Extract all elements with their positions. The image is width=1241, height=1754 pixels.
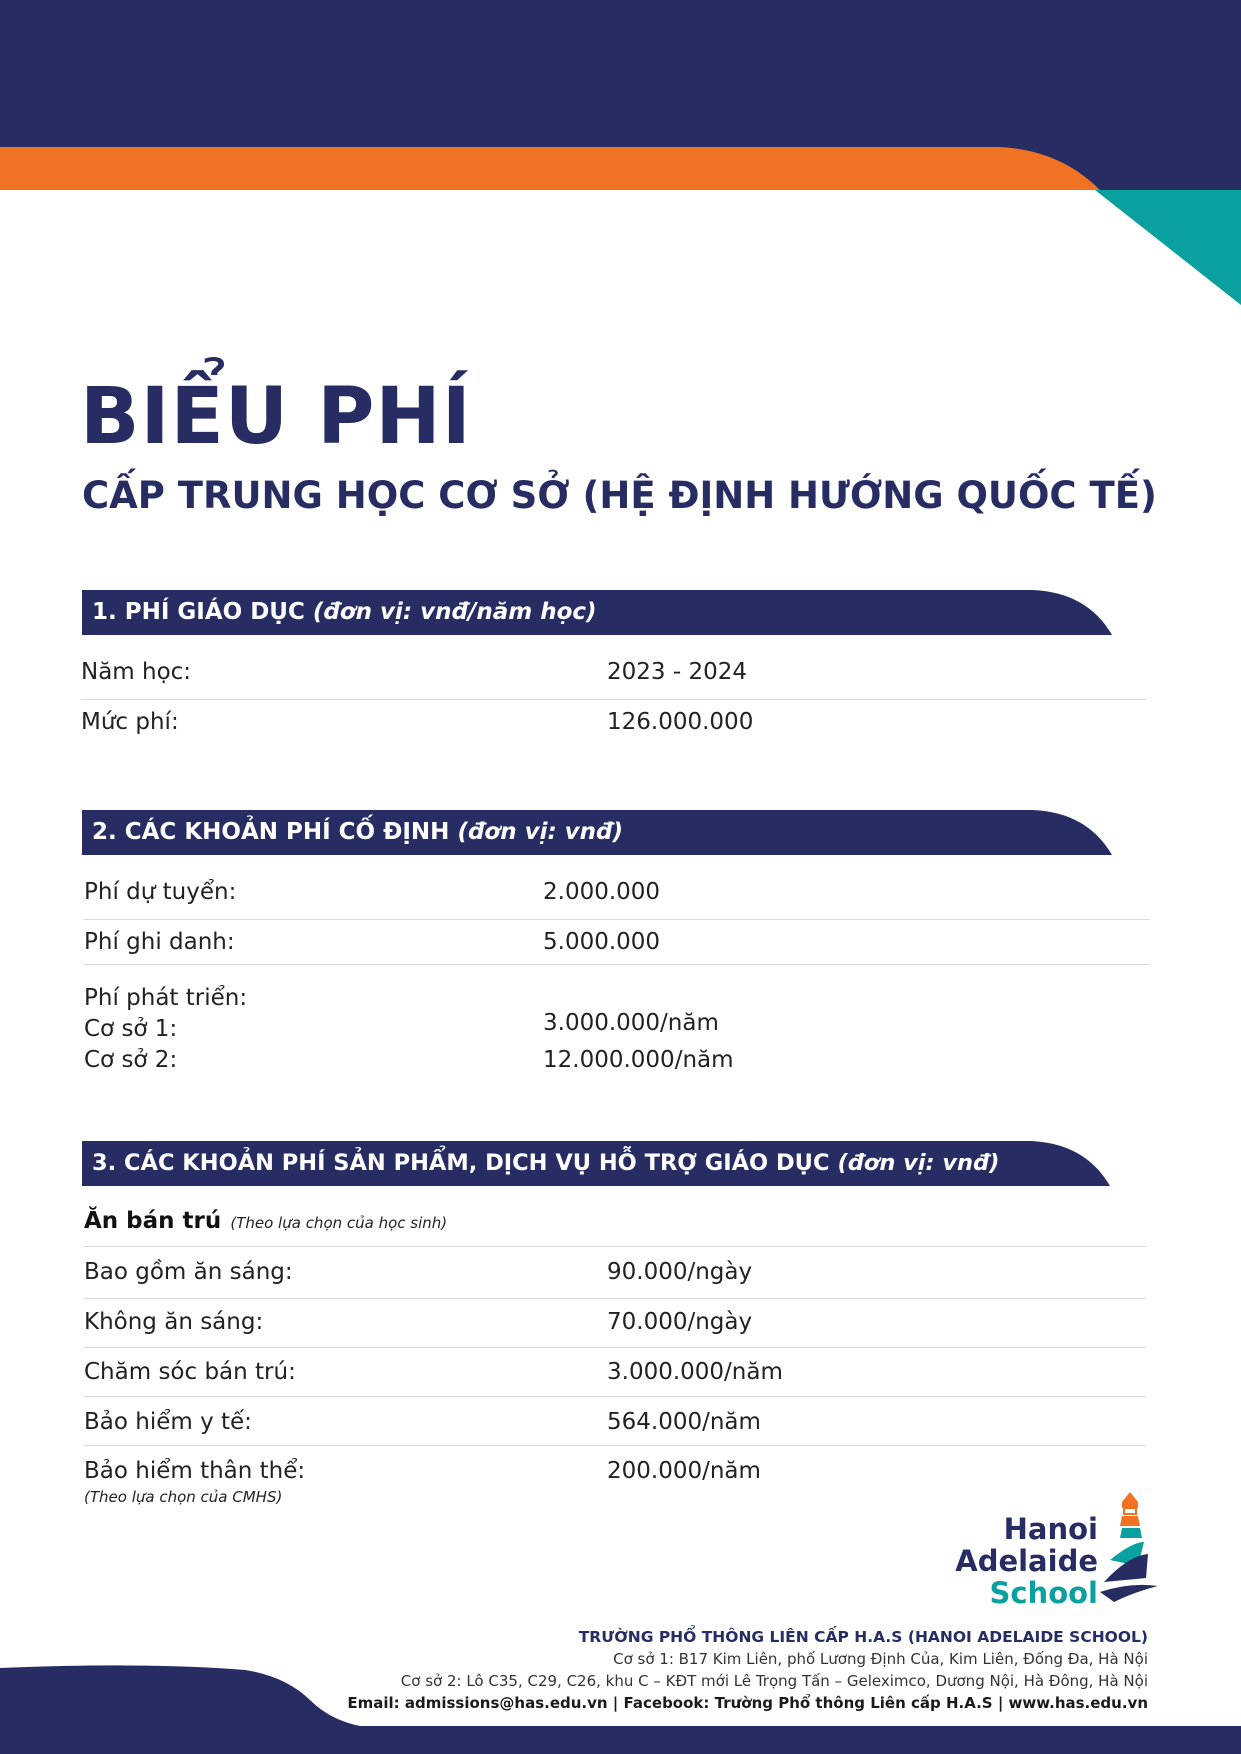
divider xyxy=(84,964,1150,965)
lighthouse-icon xyxy=(1100,1490,1160,1615)
tuition-value: 126.000.000 xyxy=(607,709,754,735)
section1-unit: (đơn vị: vnđ/năm học) xyxy=(312,599,597,625)
with-breakfast-label: Bao gồm ăn sáng: xyxy=(84,1259,293,1285)
registration-fee-value: 5.000.000 xyxy=(543,929,661,955)
registration-fee-label: Phí ghi danh: xyxy=(84,929,235,955)
divider xyxy=(81,699,1147,700)
tuition-label: Mức phí: xyxy=(81,709,179,735)
accident-insurance-value: 200.000/năm xyxy=(607,1458,761,1484)
divider xyxy=(84,1298,1146,1299)
footer-campus2: Cơ sở 2: Lô C35, C29, C26, khu C – KĐT mới Lê Trọng Tấn – Geleximco, Dương Nội, Hà Đông, Hà Nội xyxy=(400,1672,1148,1690)
school-logo xyxy=(940,1490,1160,1615)
academic-year-label: Năm học: xyxy=(81,659,192,685)
footer-contact: Email: admissions@has.edu.vn | Facebook: Trường Phổ thông Liên cấp H.A.S | www.has.edu.vn xyxy=(347,1694,1148,1712)
campus1-value: 3.000.000/năm xyxy=(543,1010,719,1036)
page-title: BIỂU PHÍ xyxy=(80,372,472,462)
campus1-label: Cơ sở 1: xyxy=(84,1016,178,1042)
entrance-fee-value: 2.000.000 xyxy=(543,879,661,905)
section1-title: 1. PHÍ GIÁO DỤC xyxy=(92,599,305,625)
section3-title: 3. CÁC KHOẢN PHÍ SẢN PHẨM, DỊCH VỤ HỖ TRỢ GIÁO DỤC xyxy=(92,1150,830,1176)
header-banner xyxy=(0,0,1241,310)
campus2-value: 12.000.000/năm xyxy=(543,1047,734,1073)
academic-year-value: 2023 - 2024 xyxy=(607,659,747,685)
section3-unit: (đơn vị: vnđ) xyxy=(837,1150,1000,1176)
without-breakfast-label: Không ăn sáng: xyxy=(84,1309,264,1335)
logo-line-hanoi: Hanoi xyxy=(1003,1512,1098,1546)
without-breakfast-value: 70.000/ngày xyxy=(607,1309,753,1335)
footer-school-name: TRƯỜNG PHỔ THÔNG LIÊN CẤP H.A.S (HANOI ADELAIDE SCHOOL) xyxy=(578,1628,1148,1646)
boarding-care-value: 3.000.000/năm xyxy=(607,1359,783,1385)
health-insurance-value: 564.000/năm xyxy=(607,1409,761,1435)
page-subtitle: CẤP TRUNG HỌC CƠ SỞ (HỆ ĐỊNH HƯỚNG QUỐC TẾ) xyxy=(82,474,1157,517)
boarding-title: Ăn bán trú xyxy=(84,1208,222,1234)
divider xyxy=(84,1396,1146,1397)
with-breakfast-value: 90.000/ngày xyxy=(607,1259,753,1285)
logo-line-adelaide: Adelaide xyxy=(955,1544,1098,1578)
section2-title: 2. CÁC KHOẢN PHÍ CỐ ĐỊNH xyxy=(92,819,450,845)
boarding-subheading xyxy=(84,1208,447,1234)
health-insurance-label: Bảo hiểm y tế: xyxy=(84,1409,252,1435)
logo-line-school: School xyxy=(989,1576,1098,1610)
accident-insurance-label: Bảo hiểm thân thể: xyxy=(84,1458,306,1484)
divider xyxy=(84,1246,1146,1247)
section2-unit: (đơn vị: vnđ) xyxy=(457,819,624,845)
footer-wave xyxy=(0,1660,1241,1754)
divider xyxy=(84,1347,1146,1348)
development-fee-label: Phí phát triển: xyxy=(84,985,248,1011)
boarding-care-label: Chăm sóc bán trú: xyxy=(84,1359,296,1385)
boarding-note: (Theo lựa chọn của học sinh) xyxy=(230,1214,448,1232)
campus2-label: Cơ sở 2: xyxy=(84,1047,178,1073)
accident-insurance-note: (Theo lựa chọn của CMHS) xyxy=(84,1488,283,1506)
divider xyxy=(84,919,1150,920)
divider xyxy=(84,1445,1146,1446)
footer-campus1: Cơ sở 1: B17 Kim Liên, phố Lương Định Của, Kim Liên, Đống Đa, Hà Nội xyxy=(613,1650,1148,1668)
entrance-fee-label: Phí dự tuyển: xyxy=(84,879,237,905)
